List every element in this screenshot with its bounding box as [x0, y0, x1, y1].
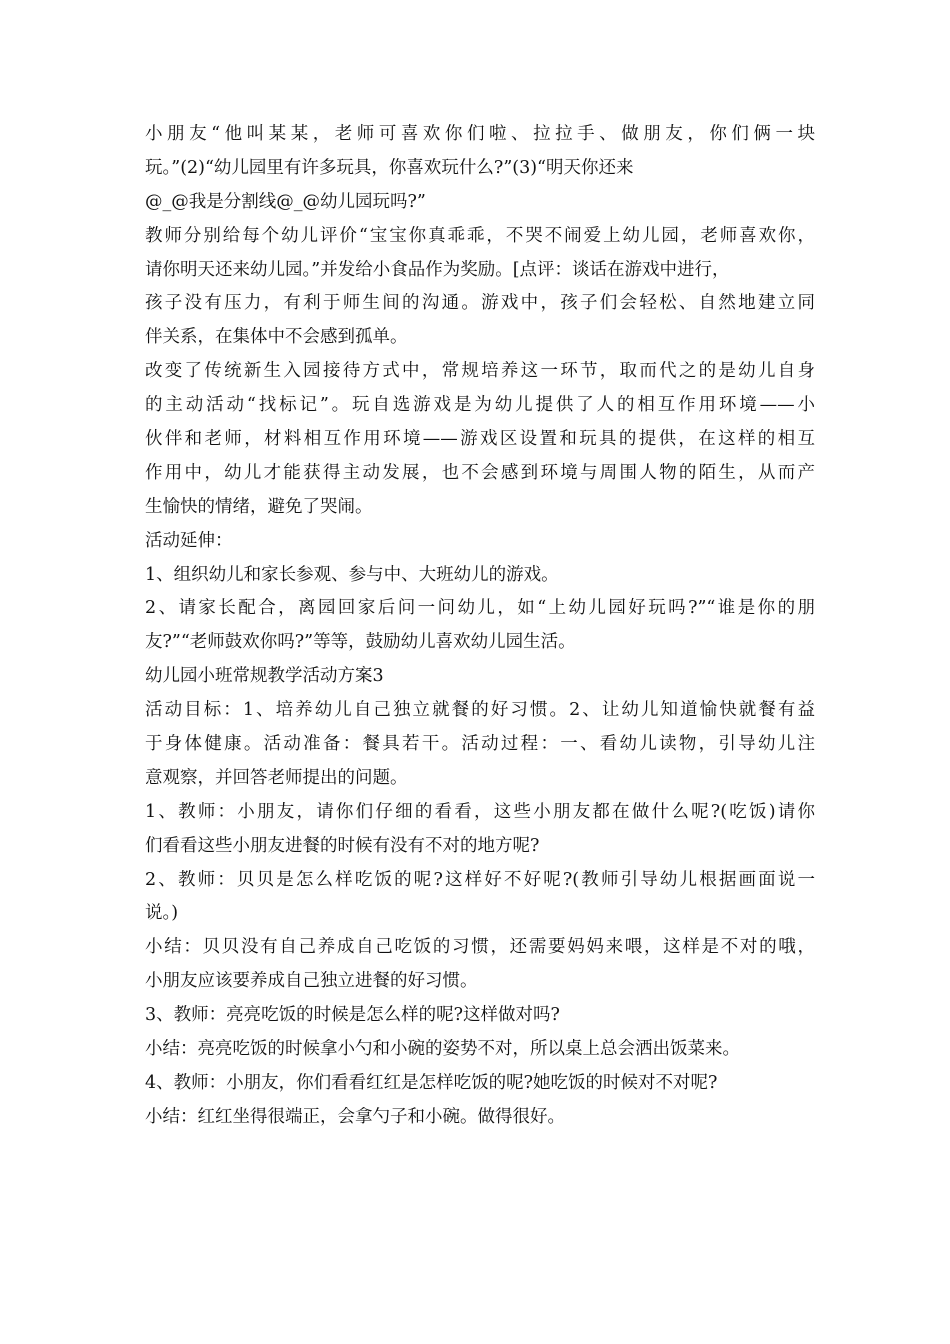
- text-line: 幼儿园小班常规教学活动方案3: [145, 666, 384, 687]
- text-line: 小结：亮亮吃饭的时候拿小勺和小碗的姿势不对，所以桌上总会洒出饭菜来。: [145, 1039, 740, 1060]
- text-line: 意观察，并回答老师提出的问题。: [145, 767, 408, 788]
- text-line: 小朋友应该要养成自己独立进餐的好习惯。: [145, 971, 478, 992]
- text-line: @_@我是分割线@_@幼儿园玩吗?”: [145, 191, 426, 212]
- text-line: 作用中，幼儿才能获得主动发展，也不会感到环境与周围人物的陌生，从而产: [145, 462, 815, 483]
- text-line: 小结：红红坐得很端正，会拿勺子和小碗。做得很好。: [145, 1106, 565, 1127]
- text-line: 友?”“老师鼓欢你吗?”等等，鼓励幼儿喜欢幼儿园生活。: [145, 632, 576, 653]
- text-line: 孩子没有压力，有利于师生间的沟通。游戏中，孩子们会轻松、自然地建立同: [145, 293, 815, 314]
- text-line: 1、教师：小朋友，请你们仔细的看看，这些小朋友都在做什么呢?(吃饭)请你: [145, 801, 815, 822]
- text-line: 伴关系，在集体中不会感到孤单。: [145, 327, 408, 348]
- text-line: 玩。”(2)“幼儿园里有许多玩具，你喜欢玩什么?”(3)“明天你还来: [145, 157, 634, 178]
- text-line: 活动目标：1、培养幼儿自己独立就餐的好习惯。2、让幼儿知道愉快就餐有益: [145, 700, 815, 721]
- text-line: 4、教师：小朋友，你们看看红红是怎样吃饭的呢?她吃饭的时候对不对呢?: [145, 1072, 718, 1093]
- document-body: [145, 118, 815, 1135]
- text-line: 3、教师：亮亮吃饭的时候是怎么样的呢?这样做对吗?: [145, 1005, 560, 1026]
- text-line: 1、组织幼儿和家长参观、参与中、大班幼儿的游戏。: [145, 564, 559, 585]
- text-line: 请你明天还来幼儿园。”并发给小食品作为奖励。[点评：谈话在游戏中进行，: [145, 259, 730, 280]
- text-line: 伙伴和老师，材料相互作用环境——游戏区设置和玩具的提供，在这样的相互: [145, 429, 815, 450]
- text-line: 教师分别给每个幼儿评价“宝宝你真乖乖，不哭不闹爱上幼儿园，老师喜欢你，: [145, 225, 815, 246]
- text-line: 改变了传统新生入园接待方式中，常规培养这一环节，取而代之的是幼儿自身: [145, 361, 815, 382]
- text-line: 活动延伸：: [145, 530, 233, 551]
- text-line: 的主动活动“找标记”。玩自选游戏是为幼儿提供了人的相互作用环境——小: [145, 395, 815, 416]
- text-line: 2、教师：贝贝是怎么样吃饭的呢?这样好不好呢?(教师引导幼儿根据画面说一: [145, 869, 815, 890]
- text-line: 小结：贝贝没有自己养成自己吃饭的习惯，还需要妈妈来喂，这样是不对的哦，: [145, 937, 815, 958]
- text-line: 2、请家长配合，离园回家后问一问幼儿，如“上幼儿园好玩吗?”“谁是你的朋: [145, 598, 815, 619]
- text-line: 小朋友“他叫某某，老师可喜欢你们啦、拉拉手、做朋友，你们俩一块: [145, 124, 815, 144]
- text-line: 生愉快的情绪，避免了哭闹。: [145, 496, 373, 517]
- text-line: 们看看这些小朋友进餐的时候有没有不对的地方呢?: [145, 835, 540, 856]
- text-line: 于身体健康。活动准备：餐具若干。活动过程：一、看幼儿读物，引导幼儿注: [145, 734, 815, 755]
- text-line: 说。): [145, 903, 179, 924]
